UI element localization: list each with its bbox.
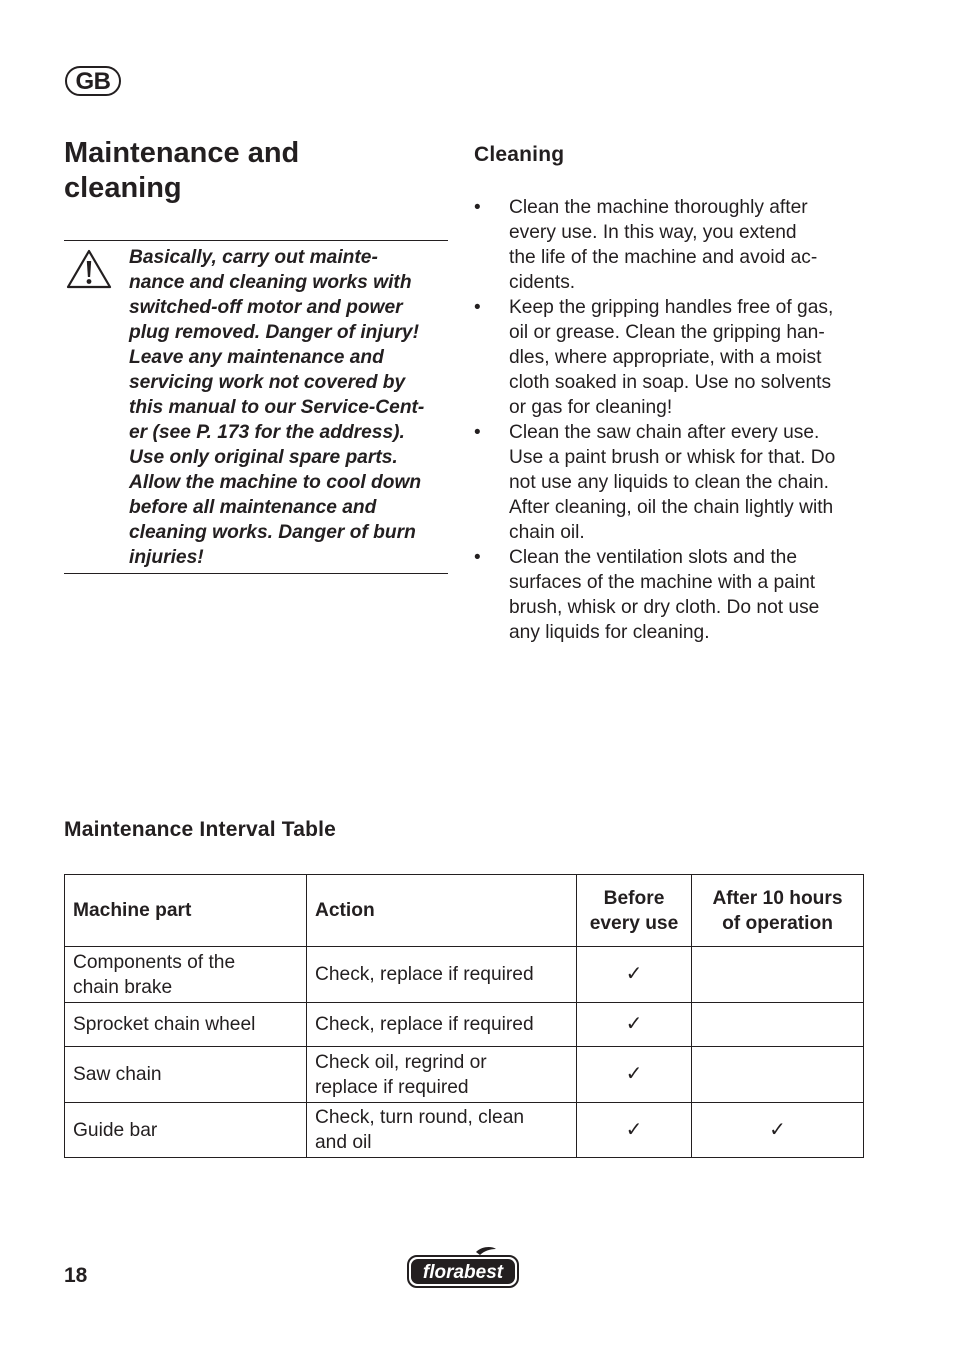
- cleaning-heading: Cleaning: [474, 143, 565, 166]
- list-item-line: surfaces of the machine with a paint: [509, 572, 816, 593]
- bullet-icon: •: [474, 422, 481, 443]
- warning-line: servicing work not covered by: [129, 372, 406, 393]
- warning-line: Allow the machine to cool down: [129, 472, 422, 493]
- cell-line: chain brake: [73, 976, 173, 998]
- column-header-after-10-hours: [692, 875, 864, 947]
- cell-machine-part: [65, 947, 307, 1003]
- warning-line: Leave any maintenance and: [129, 347, 384, 368]
- list-item-line: not use any liquids to clean the chain.: [509, 472, 830, 493]
- cell-action: [307, 1003, 577, 1047]
- warning-line: before all maintenance and: [129, 497, 377, 518]
- header-line: of operation: [722, 912, 833, 934]
- warning-line: er (see P. 173 for the address).: [129, 422, 405, 443]
- bullet-icon: •: [474, 197, 481, 218]
- cell-line: Saw chain: [73, 1064, 162, 1085]
- cell-machine-part: [65, 1047, 307, 1103]
- warning-line: nance and cleaning works with: [129, 272, 412, 293]
- florabest-logo: [406, 1246, 520, 1290]
- column-header-action: Action: [307, 875, 577, 947]
- page-number: 18: [64, 1264, 88, 1287]
- list-item-line: Keep the gripping handles free of gas,: [509, 297, 834, 318]
- cell-line: Check, replace if required: [315, 964, 534, 985]
- bullet-icon: •: [474, 297, 481, 318]
- warning-line: switched-off motor and power: [129, 297, 403, 318]
- cell-line: Sprocket chain wheel: [73, 1014, 256, 1035]
- cell-before-check: ✓: [577, 1047, 692, 1103]
- list-item-line: cidents.: [509, 272, 576, 293]
- cell-action: [307, 1103, 577, 1158]
- table-header-row: [65, 875, 864, 947]
- list-item-line: Clean the saw chain after every use.: [509, 422, 820, 443]
- list-item-line: brush, whisk or dry cloth. Do not use: [509, 597, 820, 618]
- column-header-machine-part: Machine part: [65, 875, 307, 947]
- warning-line: this manual to our Service-Cent-: [129, 397, 425, 418]
- brand-name: florabest: [422, 1262, 504, 1283]
- list-item-line: or gas for cleaning!: [509, 397, 673, 418]
- table-row: [65, 1003, 864, 1047]
- cell-line: Guide bar: [73, 1119, 158, 1141]
- warning-triangle-icon: [66, 249, 112, 289]
- warning-line: Use only original spare parts.: [129, 447, 398, 468]
- cell-line: Check, turn round, clean: [315, 1107, 525, 1128]
- cell-after-check: [692, 947, 864, 1003]
- cell-line: replace if required: [315, 1076, 469, 1098]
- table-row: [65, 947, 864, 1003]
- cell-before-check: ✓: [577, 947, 692, 1003]
- cell-line: Check oil, regrind or: [315, 1051, 487, 1073]
- cell-before-check: ✓: [577, 1003, 692, 1047]
- cell-after-check: [692, 1003, 864, 1047]
- cell-line: Check, replace if required: [315, 1014, 534, 1035]
- table-row: [65, 1047, 864, 1103]
- list-item-line: the life of the machine and avoid ac-: [509, 247, 818, 268]
- cell-action: [307, 1047, 577, 1103]
- list-item: [474, 545, 874, 645]
- cell-line: and oil: [315, 1132, 372, 1153]
- warning-text: [129, 245, 449, 570]
- list-item-line: chain oil.: [509, 522, 585, 543]
- header-line: every use: [589, 912, 679, 934]
- list-item-line: any liquids for cleaning.: [509, 622, 710, 643]
- warning-line: cleaning works. Danger of burn: [129, 522, 416, 543]
- list-item: [474, 195, 874, 295]
- warning-bottom-rule: [64, 573, 448, 574]
- cleaning-list: [474, 195, 874, 645]
- list-item-line: every use. In this way, you extend: [509, 222, 797, 243]
- header-line: Before: [603, 887, 665, 909]
- cell-machine-part: [65, 1003, 307, 1047]
- header-line: After 10 hours: [712, 887, 843, 909]
- page-title-line: cleaning: [64, 172, 182, 204]
- warning-top-rule: [64, 240, 448, 241]
- warning-line: injuries!: [129, 547, 204, 568]
- page-title: [64, 136, 444, 206]
- warning-line: plug removed. Danger of injury!: [129, 322, 419, 343]
- cell-after-check: [692, 1047, 864, 1103]
- list-item-line: cloth soaked in soap. Use no solvents: [509, 372, 832, 393]
- cell-line: Components of the: [73, 951, 236, 973]
- table-heading: Maintenance Interval Table: [64, 818, 337, 841]
- cell-after-check: ✓: [692, 1103, 864, 1158]
- list-item: [474, 295, 874, 420]
- list-item-line: Use a paint brush or whisk for that. Do: [509, 447, 836, 468]
- table-row: [65, 1103, 864, 1158]
- page-title-line: Maintenance and: [64, 137, 300, 169]
- list-item-line: Clean the ventilation slots and the: [509, 547, 797, 568]
- cell-action: [307, 947, 577, 1003]
- cell-before-check: ✓: [577, 1103, 692, 1158]
- list-item: [474, 420, 874, 545]
- cell-machine-part: [65, 1103, 307, 1158]
- list-item-line: After cleaning, oil the chain lightly with: [509, 497, 834, 518]
- list-item-line: oil or grease. Clean the gripping han-: [509, 322, 825, 343]
- column-header-before-every-use: [577, 875, 692, 947]
- maintenance-interval-table: [64, 874, 864, 1158]
- list-item-line: Clean the machine thoroughly after: [509, 197, 808, 218]
- warning-line: Basically, carry out mainte-: [129, 247, 378, 268]
- bullet-icon: •: [474, 547, 481, 568]
- language-badge: GB: [65, 66, 121, 96]
- list-item-line: dles, where appropriate, with a moist: [509, 347, 822, 368]
